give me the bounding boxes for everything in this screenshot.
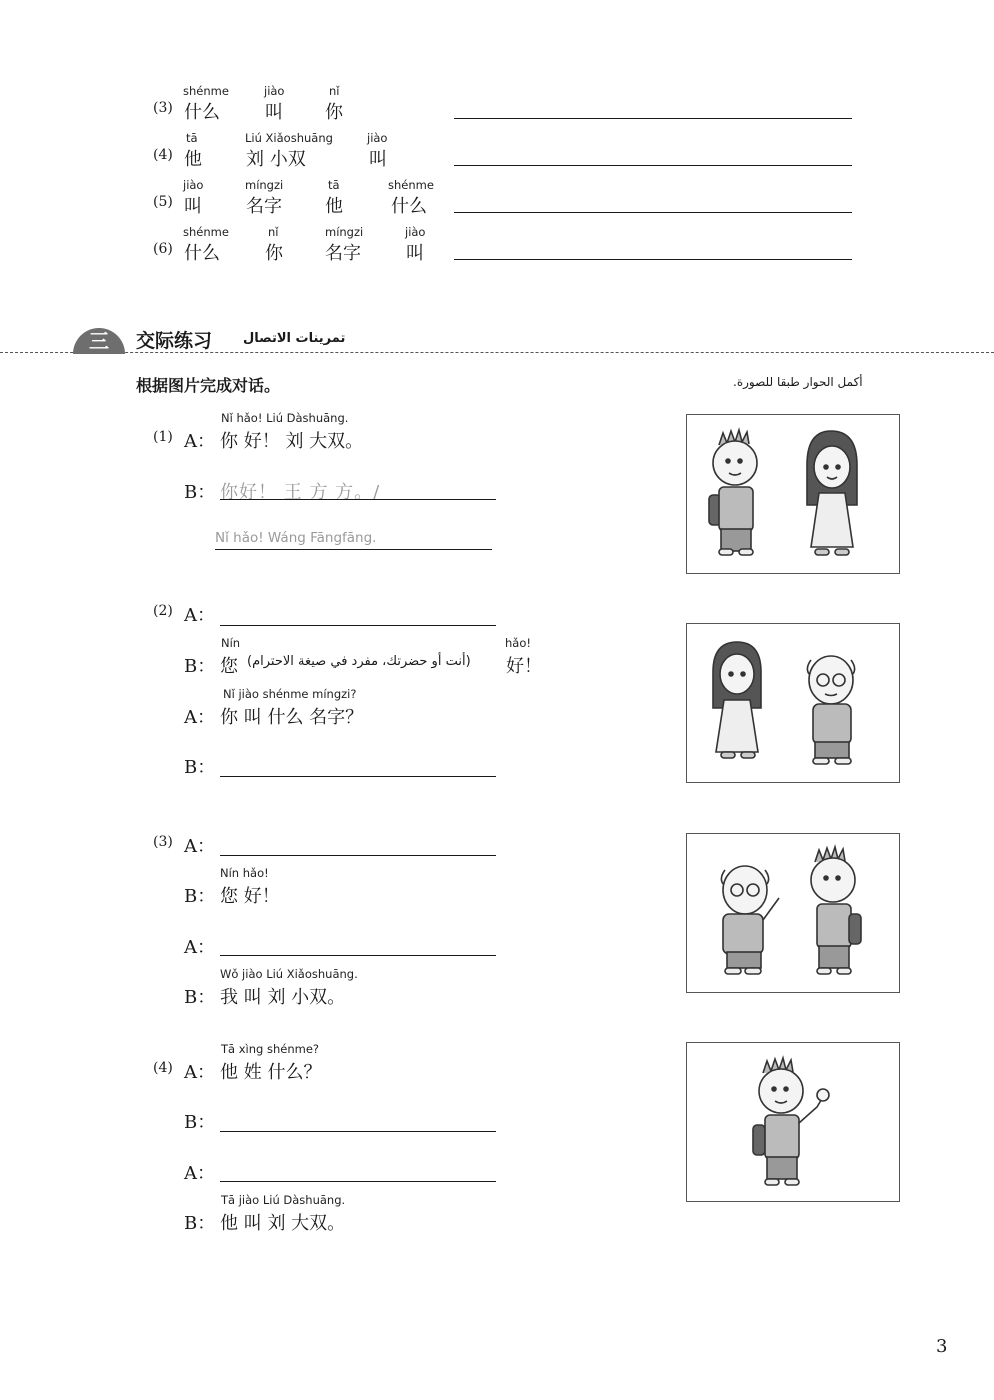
pinyin: jiào	[367, 131, 388, 145]
answer-line[interactable]	[220, 499, 496, 500]
row-number: (5)	[153, 194, 173, 210]
pinyin: shénme	[183, 84, 229, 98]
pinyin: nǐ	[329, 84, 340, 98]
speaker-a-label: A：	[184, 431, 215, 452]
answer-line[interactable]	[220, 1131, 496, 1132]
pinyin: tā	[328, 178, 340, 192]
pinyin: jiào	[264, 84, 285, 98]
boy-waving-icon	[687, 1043, 899, 1201]
pinyin: míngzi	[325, 225, 364, 239]
hanzi: 名字	[246, 196, 282, 217]
pinyin: nǐ	[268, 225, 279, 239]
illustration-girl-and-man	[686, 623, 900, 783]
answer-line[interactable]	[454, 259, 852, 260]
pinyin: Nín hǎo!	[220, 866, 269, 880]
speaker-a-label: A：	[184, 836, 215, 857]
hanzi: 你	[265, 243, 283, 264]
illustration-boy-waving	[686, 1042, 900, 1202]
instruction-ar: أكمل الحوار طبقا للصورة.	[733, 375, 863, 389]
hanzi: 叫	[184, 196, 202, 217]
illustration-man-and-boy	[686, 833, 900, 993]
hanzi: 叫	[265, 102, 283, 123]
line-text: 您 好！	[220, 886, 280, 907]
pinyin: jiào	[405, 225, 426, 239]
dialogue-number: (4)	[153, 1060, 173, 1076]
pinyin: Tā jiào Liú Dàshuāng.	[221, 1193, 346, 1207]
pinyin: Liú Xiǎoshuāng	[245, 131, 333, 145]
hanzi: 什么	[184, 243, 220, 264]
line-text: 我 叫 刘 小双。	[220, 987, 346, 1008]
speaker-a-label: A：	[184, 1062, 215, 1083]
answer-line[interactable]	[220, 776, 496, 777]
hanzi: 什么	[184, 102, 220, 123]
speaker-b-label: B：	[184, 482, 216, 503]
answer-line[interactable]	[454, 165, 852, 166]
pinyin: hǎo!	[505, 636, 531, 650]
sample-answer: 你好！ 王 方 方。/	[220, 482, 381, 503]
speaker-b-label: B：	[184, 757, 216, 778]
hanzi: 他	[325, 196, 343, 217]
speaker-b-label: B：	[184, 656, 216, 677]
pinyin: Tā xìng shénme?	[221, 1042, 319, 1056]
line-text: 他 叫 刘 大双。	[220, 1213, 346, 1234]
hanzi: 他	[184, 149, 202, 170]
pinyin: míngzi	[245, 178, 284, 192]
pinyin: Nǐ hǎo! Liú Dàshuāng.	[221, 411, 349, 425]
illustration-boy-and-girl	[686, 414, 900, 574]
speaker-b-label: B：	[184, 1213, 216, 1234]
sample-answer-pinyin: Nǐ hǎo! Wáng Fāngfāng.	[215, 530, 377, 546]
speaker-a-label: A：	[184, 605, 215, 626]
line-text: 好！	[506, 656, 542, 677]
row-number: (4)	[153, 147, 173, 163]
answer-line[interactable]	[454, 118, 852, 119]
answer-line[interactable]	[220, 855, 496, 856]
girl-man-icon	[687, 624, 899, 782]
speaker-a-label: A：	[184, 937, 215, 958]
dialogue-number: (1)	[153, 429, 173, 445]
answer-line[interactable]	[454, 212, 852, 213]
pinyin: shénme	[183, 225, 229, 239]
answer-line[interactable]	[215, 549, 492, 550]
line-text: 他 姓 什么？	[220, 1062, 322, 1083]
instruction-cn: 根据图片完成对话。	[136, 376, 281, 395]
row-number: (6)	[153, 241, 173, 257]
hanzi: 刘 小双	[246, 149, 306, 170]
row-number: (3)	[153, 100, 173, 116]
dialogue-number: (3)	[153, 834, 173, 850]
speaker-b-label: B：	[184, 1112, 216, 1133]
hanzi: 叫	[406, 243, 424, 264]
section-badge-number: 三	[89, 329, 109, 353]
pinyin: tā	[186, 131, 198, 145]
arabic-gloss: (أنت أو حضرتك، مفرد في صيغة الاحترام)	[247, 654, 471, 669]
page-number: 3	[936, 1336, 948, 1357]
hanzi: 叫	[369, 149, 387, 170]
speaker-a-label: A：	[184, 707, 215, 728]
line-text: 你 好！ 刘 大双。	[220, 431, 364, 452]
answer-line[interactable]	[220, 955, 496, 956]
boy-girl-icon	[687, 415, 899, 573]
pinyin: Wǒ jiào Liú Xiǎoshuāng.	[220, 967, 358, 981]
hanzi: 你	[325, 102, 343, 123]
line-text: 您	[220, 656, 238, 677]
pinyin: jiào	[183, 178, 204, 192]
hanzi: 名字	[325, 243, 361, 264]
line-text: 你 叫 什么 名字？	[220, 707, 364, 728]
speaker-b-label: B：	[184, 987, 216, 1008]
pinyin: shénme	[388, 178, 434, 192]
answer-line[interactable]	[220, 1181, 496, 1182]
speaker-b-label: B：	[184, 886, 216, 907]
speaker-a-label: A：	[184, 1163, 215, 1184]
man-boy-icon	[687, 834, 899, 992]
pinyin: Nín	[221, 636, 241, 650]
answer-line[interactable]	[220, 625, 496, 626]
section-title-ar: تمرينات الاتصال	[243, 331, 346, 346]
pinyin: Nǐ jiào shénme míngzi?	[223, 687, 357, 701]
hanzi: 什么	[391, 196, 427, 217]
section-title-cn: 交际练习	[136, 330, 213, 352]
dialogue-number: (2)	[153, 603, 173, 619]
section-badge	[73, 328, 125, 354]
